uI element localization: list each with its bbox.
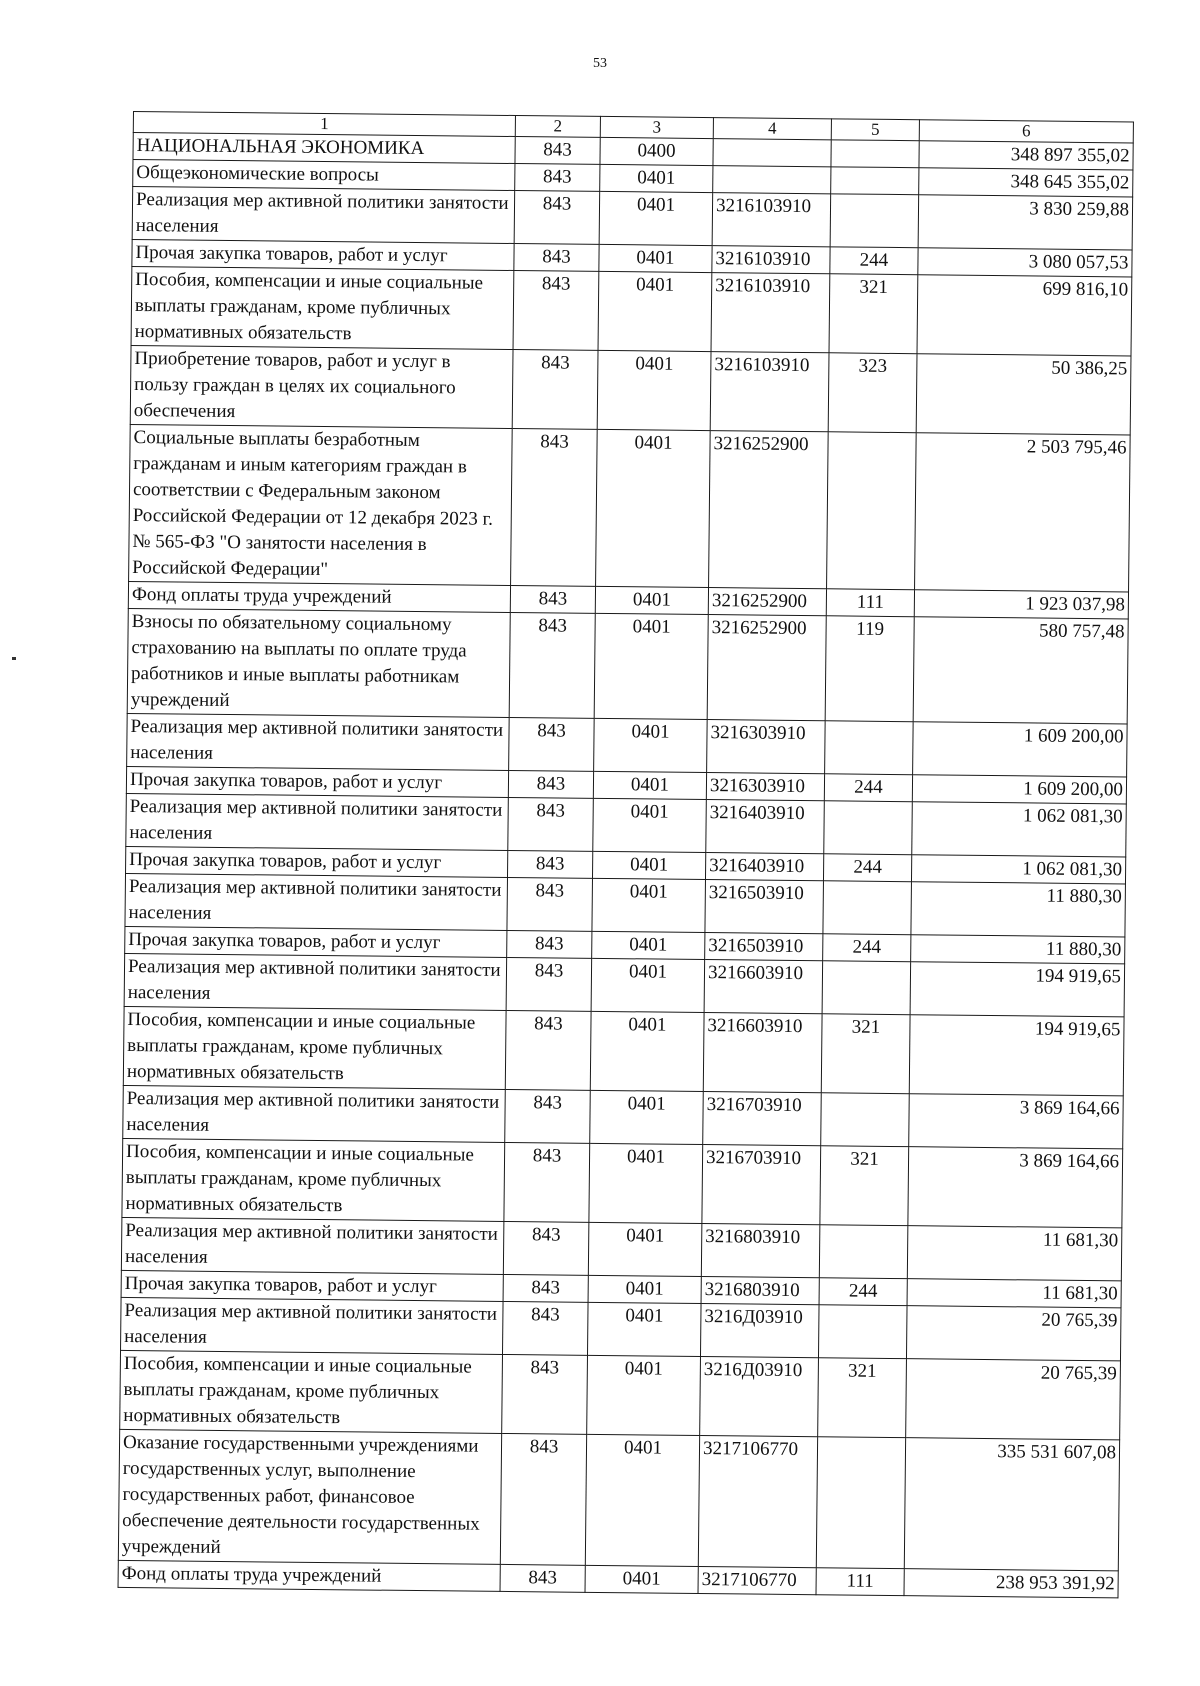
row-expense-type-cell bbox=[831, 140, 919, 168]
row-amount-cell: 699 816,10 bbox=[917, 275, 1132, 356]
row-expense-type-cell bbox=[816, 1437, 905, 1569]
table-row bbox=[130, 345, 1131, 434]
row-code-cell: 843 bbox=[503, 1221, 589, 1275]
row-section-cell: 0401 bbox=[600, 164, 713, 192]
row-name-cell: Взносы по обязательному социальному страхованию на выплаты по оплате труда работников и иные выплаты работникам учреждений bbox=[127, 608, 510, 717]
row-target-article-cell: 3216703910 bbox=[703, 1092, 822, 1146]
row-expense-type-cell bbox=[819, 1225, 908, 1279]
row-target-article-cell: 3216252900 bbox=[709, 431, 829, 589]
row-name-cell: Прочая закупка товаров, работ и услуг bbox=[121, 1270, 503, 1301]
header-col-3: 3 bbox=[600, 116, 713, 138]
row-target-article-cell: 3216103910 bbox=[712, 193, 831, 247]
row-name-cell: Реализация мер активной политики занятости населения bbox=[121, 1217, 504, 1274]
row-target-article-cell bbox=[713, 139, 831, 167]
row-code-cell: 843 bbox=[502, 1354, 588, 1434]
row-code-cell: 843 bbox=[514, 191, 600, 245]
header-col-5: 5 bbox=[831, 119, 919, 141]
budget-table-body bbox=[118, 112, 1133, 1598]
row-amount-cell: 3 080 057,53 bbox=[918, 248, 1132, 277]
row-expense-type-cell bbox=[831, 167, 919, 195]
row-target-article-cell: 3216103910 bbox=[710, 352, 829, 432]
row-code-cell: 843 bbox=[505, 1089, 591, 1143]
row-target-article-cell: 3216603910 bbox=[703, 1013, 822, 1093]
row-expense-type-cell: 111 bbox=[816, 1568, 904, 1596]
table-row bbox=[127, 608, 1128, 723]
row-code-cell: 843 bbox=[515, 137, 600, 165]
row-target-article-cell: 3216403910 bbox=[706, 800, 825, 854]
row-target-article-cell: 3216103910 bbox=[711, 273, 830, 353]
row-expense-type-cell: 244 bbox=[830, 247, 918, 275]
row-amount-cell: 194 919,65 bbox=[909, 1015, 1124, 1096]
row-section-cell: 0401 bbox=[585, 1565, 698, 1593]
row-name-cell: Фонд оплаты труда учреждений bbox=[118, 1560, 500, 1591]
row-name-cell: Оказание государственными учреждениями государственных услуг, выполнение государственных работ, финансовое обеспечение деятельности государственных учреждений bbox=[118, 1429, 501, 1564]
table-row bbox=[120, 1350, 1121, 1439]
row-name-cell: Реализация мер активной политики занятости населения bbox=[127, 713, 510, 770]
row-section-cell: 0401 bbox=[597, 350, 711, 430]
row-expense-type-cell bbox=[823, 881, 912, 935]
row-name-cell: Пособия, компенсации и иные социальные выплаты гражданам, кроме публичных нормативных обязательств bbox=[123, 1006, 506, 1089]
row-section-cell: 0401 bbox=[592, 931, 705, 959]
row-target-article-cell: 3217106770 bbox=[698, 1436, 817, 1568]
row-target-article-cell: 3216Д03910 bbox=[700, 1304, 819, 1358]
row-target-article-cell: 3217106770 bbox=[698, 1566, 816, 1594]
row-expense-type-cell: 321 bbox=[829, 274, 918, 354]
row-code-cell: 843 bbox=[508, 770, 593, 798]
row-expense-type-cell bbox=[830, 194, 919, 248]
row-name-cell: Пособия, компенсации и иные социальные выплаты гражданам, кроме публичных нормативных обязательств bbox=[131, 266, 514, 349]
row-code-cell: 843 bbox=[515, 164, 600, 192]
row-code-cell: 843 bbox=[504, 1142, 590, 1222]
row-name-cell: Прочая закупка товаров, работ и услуг bbox=[125, 926, 507, 957]
row-section-cell: 0401 bbox=[596, 429, 711, 587]
row-amount-cell: 2 503 795,46 bbox=[915, 433, 1131, 592]
row-name-cell: Прочая закупка товаров, работ и услуг bbox=[132, 239, 514, 270]
row-section-cell: 0401 bbox=[594, 718, 708, 772]
row-amount-cell: 20 765,39 bbox=[906, 1306, 1121, 1361]
row-section-cell: 0401 bbox=[594, 613, 708, 719]
budget-table-container bbox=[118, 111, 1133, 1598]
row-name-cell: Реализация мер активной политики занятости населения bbox=[123, 1085, 506, 1142]
row-target-article-cell bbox=[713, 166, 831, 194]
row-name-cell: Приобретение товаров, работ и услуг в пользу граждан в целях их социального обеспечения bbox=[130, 345, 513, 428]
row-section-cell: 0401 bbox=[593, 798, 707, 852]
row-expense-type-cell: 321 bbox=[821, 1014, 910, 1094]
row-amount-cell: 20 765,39 bbox=[906, 1359, 1121, 1440]
header-col-2: 2 bbox=[515, 116, 600, 138]
row-name-cell: Социальные выплаты безработным гражданам и иным категориям граждан в соответствии с Федеральным законом Российской Федерации от 12 декабря 2023 г. № 565-ФЗ "О занятости населения в Российской Федерации" bbox=[129, 424, 513, 585]
row-name-cell: Общеэкономические вопросы bbox=[133, 160, 515, 191]
row-target-article-cell: 3216803910 bbox=[701, 1277, 819, 1305]
row-amount-cell: 1 609 200,00 bbox=[913, 722, 1128, 777]
row-amount-cell: 11 880,30 bbox=[911, 882, 1126, 937]
row-code-cell: 843 bbox=[500, 1564, 585, 1592]
row-amount-cell: 348 645 355,02 bbox=[919, 168, 1133, 197]
row-expense-type-cell bbox=[818, 1305, 907, 1359]
row-target-article-cell: 3216503910 bbox=[705, 880, 824, 934]
row-name-cell: Реализация мер активной политики занятости населения bbox=[126, 793, 509, 850]
row-expense-type-cell: 244 bbox=[824, 774, 912, 802]
row-name-cell: Пособия, компенсации и иные социальные выплаты гражданам, кроме публичных нормативных обязательств bbox=[120, 1350, 503, 1433]
row-section-cell: 0401 bbox=[587, 1355, 701, 1435]
row-name-cell: Реализация мер активной политики занятости населения bbox=[132, 187, 515, 244]
row-amount-cell: 3 869 164,66 bbox=[908, 1147, 1123, 1228]
row-amount-cell: 348 897 355,02 bbox=[919, 141, 1133, 170]
row-target-article-cell: 3216403910 bbox=[705, 853, 823, 881]
row-expense-type-cell bbox=[825, 721, 914, 775]
row-target-article-cell: 3216803910 bbox=[701, 1224, 820, 1278]
row-expense-type-cell: 111 bbox=[826, 589, 914, 617]
row-code-cell: 843 bbox=[507, 850, 592, 878]
header-col-4: 4 bbox=[713, 118, 831, 140]
table-row bbox=[118, 1429, 1119, 1570]
row-section-cell: 0401 bbox=[593, 771, 706, 799]
row-code-cell: 843 bbox=[511, 428, 598, 586]
row-section-cell: 0401 bbox=[590, 1090, 704, 1144]
row-target-article-cell: 3216103910 bbox=[712, 246, 830, 274]
header-col-6: 6 bbox=[919, 120, 1133, 143]
row-name-cell: Реализация мер активной политики занятости населения bbox=[121, 1297, 504, 1354]
row-code-cell: 843 bbox=[505, 1010, 591, 1090]
row-name-cell: Фонд оплаты труда учреждений bbox=[128, 581, 510, 612]
row-expense-type-cell bbox=[824, 801, 913, 855]
row-code-cell: 843 bbox=[506, 957, 592, 1011]
row-expense-type-cell: 244 bbox=[819, 1278, 907, 1306]
table-row bbox=[122, 1138, 1123, 1227]
row-target-article-cell: 3216252900 bbox=[708, 588, 826, 616]
row-name-cell: Прочая закупка товаров, работ и услуг bbox=[126, 846, 508, 877]
row-section-cell: 0401 bbox=[592, 878, 706, 932]
row-name-cell: Прочая закупка товаров, работ и услуг bbox=[126, 766, 508, 797]
row-section-cell: 0401 bbox=[590, 1011, 704, 1091]
row-expense-type-cell: 244 bbox=[823, 934, 911, 962]
table-row bbox=[131, 266, 1132, 355]
row-code-cell: 843 bbox=[514, 243, 599, 271]
row-amount-cell: 335 531 607,08 bbox=[904, 1438, 1119, 1571]
row-amount-cell: 194 919,65 bbox=[910, 962, 1125, 1017]
row-code-cell: 843 bbox=[512, 349, 598, 429]
row-name-cell: НАЦИОНАЛЬНАЯ ЭКОНОМИКА bbox=[133, 133, 515, 164]
row-target-article-cell: 3216703910 bbox=[702, 1145, 821, 1225]
row-amount-cell: 238 953 391,92 bbox=[904, 1569, 1118, 1598]
row-expense-type-cell bbox=[821, 1093, 910, 1147]
table-row bbox=[129, 424, 1131, 591]
row-section-cell: 0401 bbox=[588, 1222, 702, 1276]
row-section-cell: 0401 bbox=[599, 191, 713, 245]
row-section-cell: 0401 bbox=[599, 244, 712, 272]
row-amount-cell: 11 880,30 bbox=[911, 935, 1125, 964]
row-name-cell: Реализация мер активной политики занятости населения bbox=[124, 953, 507, 1010]
row-code-cell: 843 bbox=[507, 877, 593, 931]
row-expense-type-cell: 119 bbox=[825, 616, 914, 722]
row-code-cell: 843 bbox=[510, 585, 595, 613]
scan-artifact bbox=[12, 657, 16, 660]
row-target-article-cell: 3216503910 bbox=[705, 933, 823, 961]
row-target-article-cell: 3216303910 bbox=[707, 720, 826, 774]
row-amount-cell: 11 681,30 bbox=[907, 1279, 1121, 1308]
row-section-cell: 0401 bbox=[591, 958, 705, 1012]
page-number: 53 bbox=[593, 56, 607, 71]
row-section-cell: 0401 bbox=[588, 1275, 701, 1303]
row-code-cell: 843 bbox=[513, 270, 599, 350]
row-code-cell: 843 bbox=[507, 930, 592, 958]
row-name-cell: Пособия, компенсации и иные социальные выплаты гражданам, кроме публичных нормативных обязательств bbox=[122, 1138, 505, 1221]
row-expense-type-cell: 321 bbox=[820, 1146, 909, 1226]
row-expense-type-cell bbox=[827, 432, 917, 590]
row-name-cell: Реализация мер активной политики занятости населения bbox=[125, 873, 508, 930]
row-amount-cell: 580 757,48 bbox=[913, 617, 1128, 724]
row-target-article-cell: 3216303910 bbox=[706, 773, 824, 801]
header-col-1: 1 bbox=[133, 112, 515, 137]
row-section-cell: 0401 bbox=[598, 271, 712, 351]
row-expense-type-cell: 323 bbox=[828, 353, 917, 433]
row-code-cell: 843 bbox=[509, 717, 595, 771]
row-section-cell: 0401 bbox=[587, 1302, 701, 1356]
row-amount-cell: 1 609 200,00 bbox=[912, 775, 1126, 804]
row-section-cell: 0401 bbox=[585, 1434, 699, 1566]
row-amount-cell: 3 869 164,66 bbox=[909, 1094, 1124, 1149]
row-expense-type-cell bbox=[822, 961, 911, 1015]
row-amount-cell: 11 681,30 bbox=[907, 1226, 1122, 1281]
row-section-cell: 0401 bbox=[592, 851, 705, 879]
row-section-cell: 0401 bbox=[589, 1143, 703, 1223]
row-expense-type-cell: 244 bbox=[823, 854, 911, 882]
row-code-cell: 843 bbox=[508, 797, 594, 851]
row-amount-cell: 3 830 259,88 bbox=[918, 195, 1133, 250]
row-target-article-cell: 3216Д03910 bbox=[700, 1357, 819, 1437]
row-amount-cell: 50 386,25 bbox=[916, 354, 1131, 435]
row-target-article-cell: 3216603910 bbox=[704, 960, 823, 1014]
row-code-cell: 843 bbox=[509, 612, 595, 718]
row-section-cell: 0400 bbox=[600, 137, 713, 165]
row-code-cell: 843 bbox=[503, 1274, 588, 1302]
row-expense-type-cell: 321 bbox=[818, 1358, 907, 1438]
row-amount-cell: 1 062 081,30 bbox=[911, 855, 1125, 884]
row-code-cell: 843 bbox=[502, 1301, 588, 1355]
table-row bbox=[123, 1006, 1124, 1095]
budget-table bbox=[118, 111, 1134, 1598]
row-amount-cell: 1 062 081,30 bbox=[912, 802, 1127, 857]
row-section-cell: 0401 bbox=[595, 586, 708, 614]
row-target-article-cell: 3216252900 bbox=[707, 615, 826, 721]
row-code-cell: 843 bbox=[500, 1433, 586, 1565]
row-amount-cell: 1 923 037,98 bbox=[914, 590, 1128, 619]
